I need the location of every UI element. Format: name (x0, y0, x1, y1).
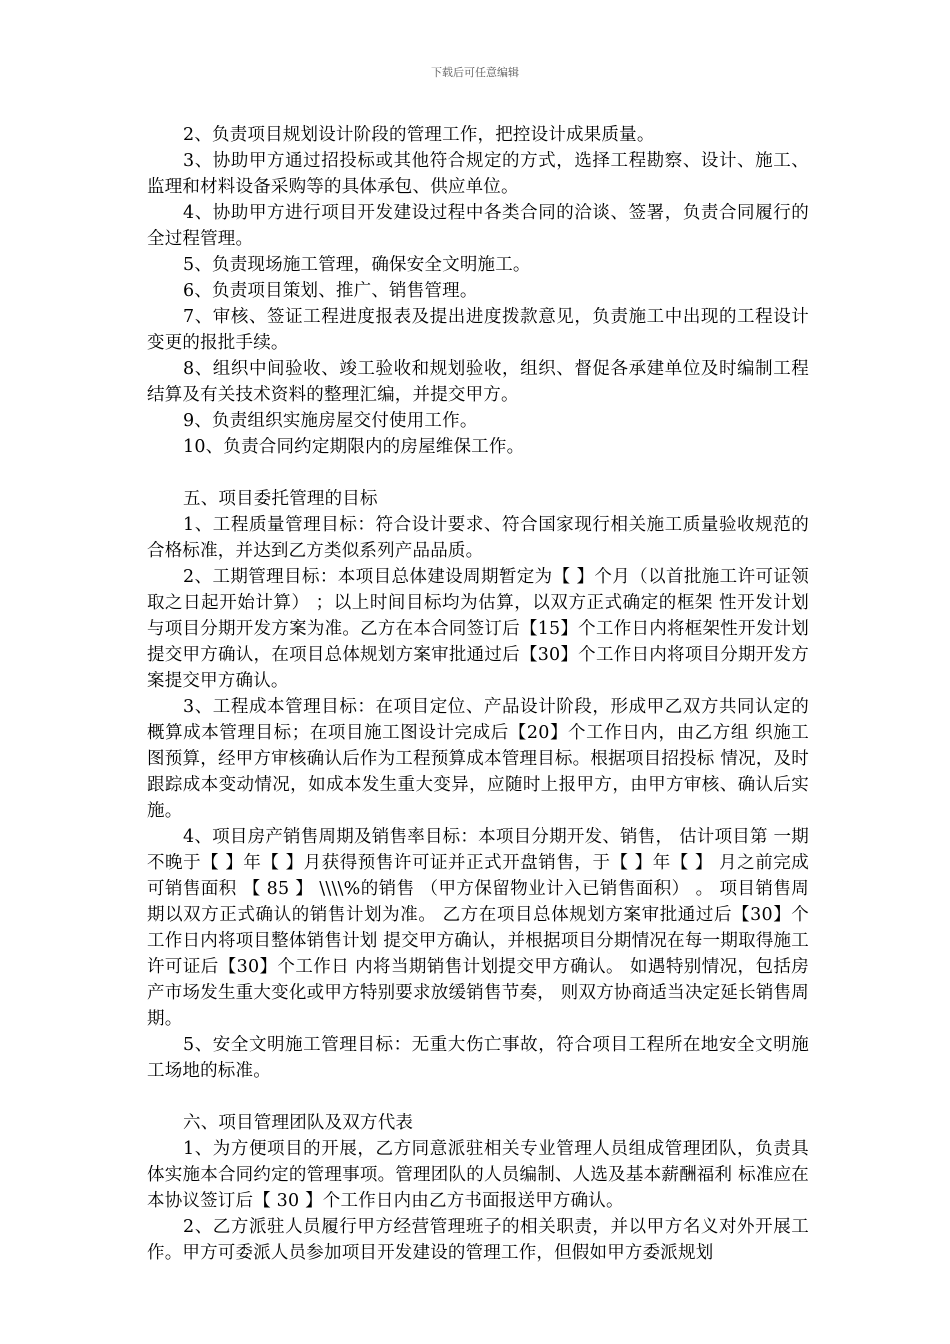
section4-item-6: 6、负责项目策划、推广、销售管理。 (183, 281, 478, 301)
section5-item-2: 2、工期管理目标：本项目总体建设周期暂定为【 】个月（以首批施工许可证领取之日起开始计算） ；以上时间目标均为估算，以双方正式确定的框架 性开发计划与项目分期开发方案为准。乙方在本合同签订后【15】个工作日内将框架性开发计划提交甲方确认，在项目总体规划方案审批通过后【30】个工作日内将项目分期开发方案提交甲方确认。 (147, 567, 809, 691)
section5-item-1: 1、工程质量管理目标：符合设计要求、符合国家现行相关施工质量验收规范的合格标准，并达到乙方类似系列产品品质。 (147, 515, 809, 561)
section4-item-5: 5、负责现场施工管理，确保安全文明施工。 (183, 255, 531, 275)
section4-item-3: 3、协助甲方通过招投标或其他符合规定的方式，选择工程勘察、设计、施工、监理和材料设备采购等的具体承包、供应单位。 (147, 151, 809, 197)
section5-heading: 五、项目委托管理的目标 (183, 489, 378, 509)
document-body (147, 122, 809, 1266)
section5-item-5: 5、安全文明施工管理目标：无重大伤亡事故，符合项目工程所在地安全文明施工场地的标准。 (147, 1035, 809, 1081)
section4-item-2: 2、负责项目规划设计阶段的管理工作，把控设计成果质量。 (183, 125, 655, 145)
section5-item-3: 3、工程成本管理目标：在项目定位、产品设计阶段，形成甲乙双方共同认定的概算成本管理目标；在项目施工图设计完成后【20】个工作日内，由乙方组 织施工图预算，经甲方审核确认后作为工程预算成本管理目标。根据项目招投标 情况，及时跟踪成本变动情况，如成本发生重大变异，应随时上报甲方，由甲方审核、确认后实施。 (147, 697, 809, 821)
section4-item-7: 7、审核、签证工程进度报表及提出进度拨款意见，负责施工中出现的工程设计变更的报批手续。 (147, 307, 809, 353)
section4-item-9: 9、负责组织实施房屋交付使用工作。 (183, 411, 478, 431)
section5-item-4: 4、项目房产销售周期及销售率目标：本项目分期开发、销售， 估计项目第 一期不晚于【 】年【 】月获得预售许可证并正式开盘销售，于【 】年【 】 月之前完成可销售面积 【 85 】 \\\\%的销售 （甲方保留物业计入已销售面积） 。 项目销售周期以双方正式确认的销售计划为准。 乙方在项目总体规划方案审批通过后【30】个工作日内将项目整体销售计划 提交甲方确认，并根据项目分期情况在每一期取得施工许可证后【30】个工作日 内将当期销售计划提交甲方确认。 如遇特别情况，包括房产市场发生重大变化或甲方特别要求放缓销售节奏， 则双方协商适当决定延长销售周期。 (147, 827, 809, 1029)
section4-item-10: 10、负责合同约定期限内的房屋维保工作。 (183, 437, 525, 457)
section4-item-4: 4、协助甲方进行项目开发建设过程中各类合同的洽谈、签署，负责合同履行的全过程管理。 (147, 203, 809, 249)
section6-item-2: 2、乙方派驻人员履行甲方经营管理班子的相关职责，并以甲方名义对外开展工作。甲方可委派人员参加项目开发建设的管理工作，但假如甲方委派规划 (147, 1217, 809, 1263)
section4-item-8: 8、组织中间验收、竣工验收和规划验收，组织、督促各承建单位及时编制工程结算及有关技术资料的整理汇编，并提交甲方。 (147, 359, 809, 405)
page-header-note: 下载后可任意编辑 (431, 66, 519, 79)
section6-heading: 六、项目管理团队及双方代表 (183, 1113, 414, 1133)
section6-item-1: 1、为方便项目的开展，乙方同意派驻相关专业管理人员组成管理团队，负责具体实施本合同约定的管理事项。管理团队的人员编制、人选及基本薪酬福利 标准应在本协议签订后【 30 】个工作日内由乙方书面报送甲方确认。 (147, 1139, 809, 1211)
